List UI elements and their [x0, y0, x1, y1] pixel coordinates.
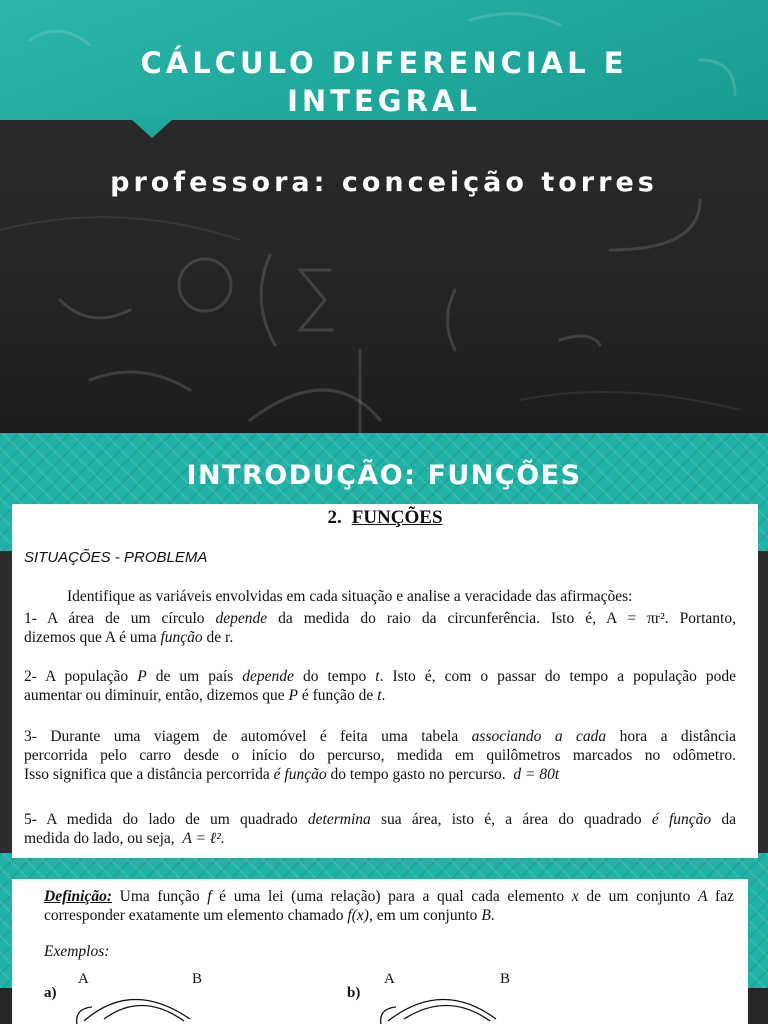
instructions-text: Identifique as variáveis envolvidas em cada situação e analise a veracidade das afirmações: — [67, 588, 633, 605]
document-definition-page — [12, 879, 748, 1024]
text: de um país — [146, 668, 243, 685]
problem-item-5 — [24, 810, 736, 848]
section-heading — [12, 507, 758, 529]
variable: A — [697, 888, 708, 905]
arrow-curve — [388, 999, 496, 1021]
item-number: 5- — [24, 811, 37, 828]
variable: x — [571, 888, 579, 905]
emphasis: é função — [273, 766, 327, 783]
content-slide — [0, 433, 768, 1024]
title-slide — [0, 0, 768, 433]
item-number: 1- — [24, 610, 37, 627]
variable: P — [137, 668, 147, 685]
set-a-label: A — [78, 971, 89, 987]
item-number: 3- — [24, 728, 37, 745]
text: A medida do lado de um quadrado — [36, 811, 308, 828]
emphasis: função — [160, 629, 203, 646]
slide-title: INTRODUÇÃO: FUNÇÕES — [186, 460, 582, 491]
text: de r. — [202, 629, 234, 646]
course-title: CÁLCULO DIFERENCIAL E INTEGRAL — [140, 46, 628, 118]
text: . Isto é, com o passar do tempo a população pode — [379, 668, 737, 685]
emphasis: depende — [215, 610, 268, 627]
text: do tempo gasto no percurso. — [326, 766, 506, 783]
problem-item-1 — [24, 609, 736, 647]
set-a-label: A — [384, 971, 395, 987]
text: faz — [707, 888, 734, 905]
formula: A = ℓ². — [182, 830, 225, 847]
text: de um conjunto — [578, 888, 698, 905]
text: . — [490, 907, 495, 924]
text: dizemos que A é uma — [24, 629, 161, 646]
section-number: 2. — [327, 507, 342, 528]
text: da medida do raio da circunferência. Isto é, A = πr². Portanto, — [267, 610, 736, 627]
set-b-label: B — [500, 971, 511, 987]
text: corresponder exatamente um elemento chamado — [44, 907, 348, 924]
text: Durante uma viagem de automóvel é feita uma tabela — [36, 728, 472, 745]
mapping-arrows — [12, 879, 748, 1024]
emphasis: associando a cada — [471, 728, 607, 745]
formula: d = 80t — [513, 766, 560, 783]
text: medida do lado, ou seja, — [24, 830, 179, 847]
text: sua área, isto é, a área do quadrado — [370, 811, 652, 828]
text: Uma função — [112, 888, 208, 905]
text: percorrida pelo carro desde o início do percurso, medida em quilômetros marcados no odômetro. — [24, 747, 736, 764]
text: é função de — [298, 687, 378, 704]
emphasis: depende — [242, 668, 294, 685]
text: é uma lei (uma relação) para a qual cada elemento — [211, 888, 572, 905]
text: aumentar ou diminuir, então, dizemos que — [24, 687, 289, 704]
professor-name: professora: conceição torres — [110, 167, 658, 198]
variable: B — [481, 907, 491, 924]
text: Isso significa que a distância percorrida — [24, 766, 274, 783]
variable: P — [288, 687, 298, 704]
variable: f(x) — [347, 907, 369, 924]
variable: f — [207, 888, 212, 905]
emphasis: determina — [307, 811, 371, 828]
text: A área de um círculo — [36, 610, 216, 627]
arrow-curve — [381, 1007, 396, 1024]
problem-item-2 — [24, 667, 736, 705]
definition-label: Definição: — [44, 888, 113, 905]
text: . — [381, 687, 386, 704]
item-number: 2- — [24, 668, 37, 685]
examples-label: Exemplos: — [44, 943, 110, 960]
text: da — [711, 811, 736, 828]
arrow-curve — [77, 1007, 92, 1024]
variable: t — [375, 668, 380, 685]
text: , em um conjunto — [368, 907, 482, 924]
section-title: FUNÇÕES — [351, 507, 443, 528]
document-functions-page — [12, 504, 758, 858]
example-a-label: a) — [44, 985, 57, 1001]
text: A população — [36, 668, 138, 685]
set-b-label: B — [192, 971, 203, 987]
problem-item-3 — [24, 727, 736, 784]
text: do tempo — [293, 668, 376, 685]
variable: t — [377, 687, 382, 704]
text: hora a distância — [606, 728, 737, 745]
example-b-label: b) — [347, 985, 361, 1001]
emphasis: é função — [651, 811, 712, 828]
arrow-curve — [84, 999, 190, 1021]
situations-label: SITUAÇÕES - PROBLEMA — [24, 549, 208, 566]
